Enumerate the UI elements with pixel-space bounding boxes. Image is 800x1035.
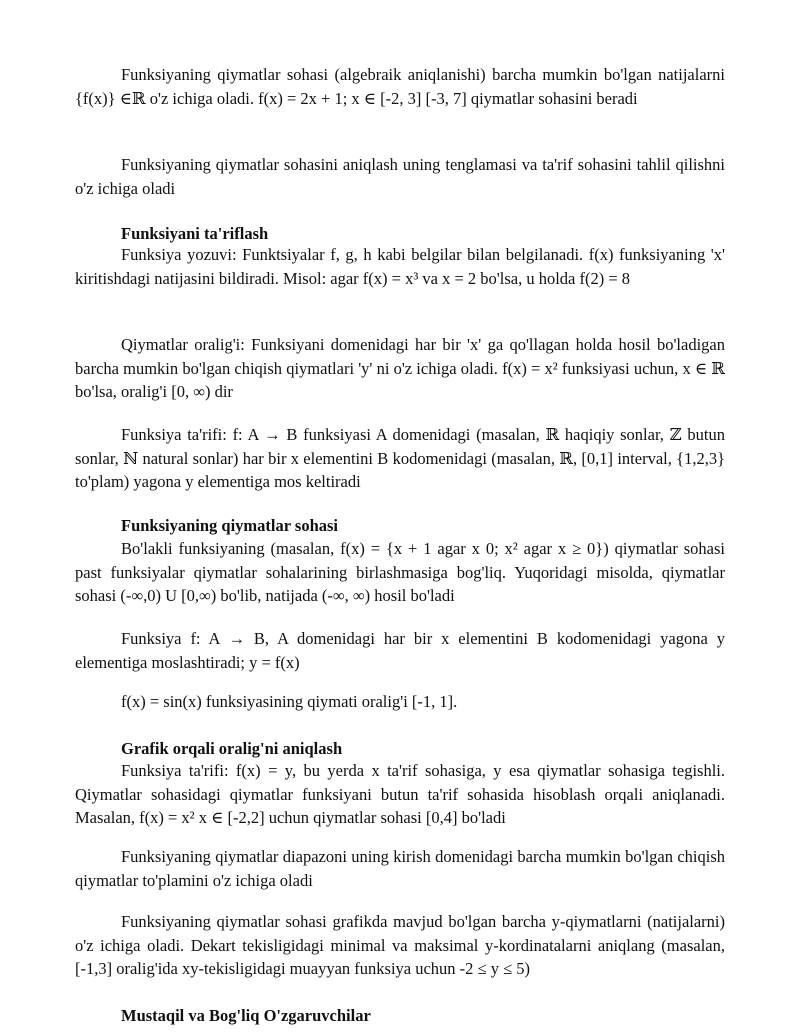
paragraph-function-notation: Funksiya yozuvi: Funktsiyalar f, g, h kabi belgilar bilan belgilanadi. f(x) funksiyaning 'x' kiritishdagi natijasini bildiradi. Misol: agar f(x) = x³ va x = 2 bo'lsa, u holda f(2) = 8 — [75, 245, 725, 288]
paragraph-graph-y-values: Funksiyaning qiymatlar sohasi grafikda mavjud bo'lgan barcha y-qiymatlarni (natijalarni) o'z ichiga oladi. Dekart tekisligidagi minimal va maksimal y-kordinatalarni aniqlang (masalan, [-1,3] oralig'ida xy-tekisligidagi muayyan funksiya uchun -2 ≤ y ≤ 5) — [75, 912, 725, 978]
paragraph-piecewise-function: Bo'lakli funksiyaning (masalan, f(x) = {x + 1 agar x 0; x² agar x ≥ 0}) qiymatlar sohasi past funksiyalar qiymatlar sohalarining birlashmasiga bog'liq. Yuqoridagi misolda, qiymatlar sohasi (-∞,0) U [0,∞) bo'lib, natijada (-∞, ∞) hosil bo'ladi — [75, 539, 725, 605]
heading-function-range: Funksiyaning qiymatlar sohasi — [121, 516, 339, 535]
paragraph-output-range: Funksiyaning qiymatlar diapazoni uning kirish domenidagi barcha mumkin bo'lgan chiqish qiymatlar to'plamini o'z ichiga oladi — [75, 847, 725, 890]
heading-graph-range: Grafik orqali oralig'ni aniqlash — [121, 739, 343, 758]
paragraph-range-definition: Funksiyaning qiymatlar sohasi (algebraik aniqlanishi) barcha mumkin bo'lgan natijalarni {f(x)} ∈ℝ o'z ichiga oladi. f(x) = 2x + 1; x ∈ [-2, 3] [-3, 7] qiymatlar sohasini beradi — [75, 65, 725, 108]
heading-function-definition: Funksiyani ta'riflash — [121, 224, 269, 243]
paragraph-range-interval: Qiymatlar oralig'i: Funksiyani domenidagi har bir 'x' ga qo'llagan holda hosil bo'ladigan barcha mumkin bo'lgan chiqish qiymatlari 'y' ni o'z ichiga oladi. f(x) = x² funksiyasi uchun, x ∈ ℝ bo'lsa, oralig'i [0, ∞) dir — [75, 335, 725, 401]
paragraph-sine-range: f(x) = sin(x) funksiyasining qiymati oralig'i [-1, 1]. — [121, 692, 458, 711]
paragraph-function-a-to-b: Funksiya f: A → B, A domenidagi har bir x elementini B kodomenidagi yagona y elementiga moslashtiradi; y = f(x) — [75, 629, 725, 672]
paragraph-function-mapping: Funksiya ta'rifi: f: A → B funksiyasi A domenidagi (masalan, ℝ haqiqiy sonlar, ℤ butun sonlar, ℕ natural sonlar) har bir x elementini B kodomenidagi (masalan, ℝ, [0,1] interval, {1,2,3} to'plam) yagona y elementiga mos keltiradi — [75, 425, 725, 491]
heading-variables: Mustaqil va Bog'liq O'zgaruvchilar — [121, 1006, 371, 1025]
paragraph-function-value-definition: Funksiya ta'rifi: f(x) = y, bu yerda x ta'rif sohasiga, y esa qiymatlar sohasiga tegishli. Qiymatlar sohasidagi qiymatlar funksiyani butun ta'rif sohasida hisoblash orqali aniqlanadi. Masalan, f(x) = x² x ∈ [-2,2] uchun qiymatlar sohasi [0,4] bo'ladi — [75, 761, 725, 827]
paragraph-range-analysis: Funksiyaning qiymatlar sohasini aniqlash uning tenglamasi va ta'rif sohasini tahlil qilishni o'z ichiga oladi — [75, 155, 725, 198]
